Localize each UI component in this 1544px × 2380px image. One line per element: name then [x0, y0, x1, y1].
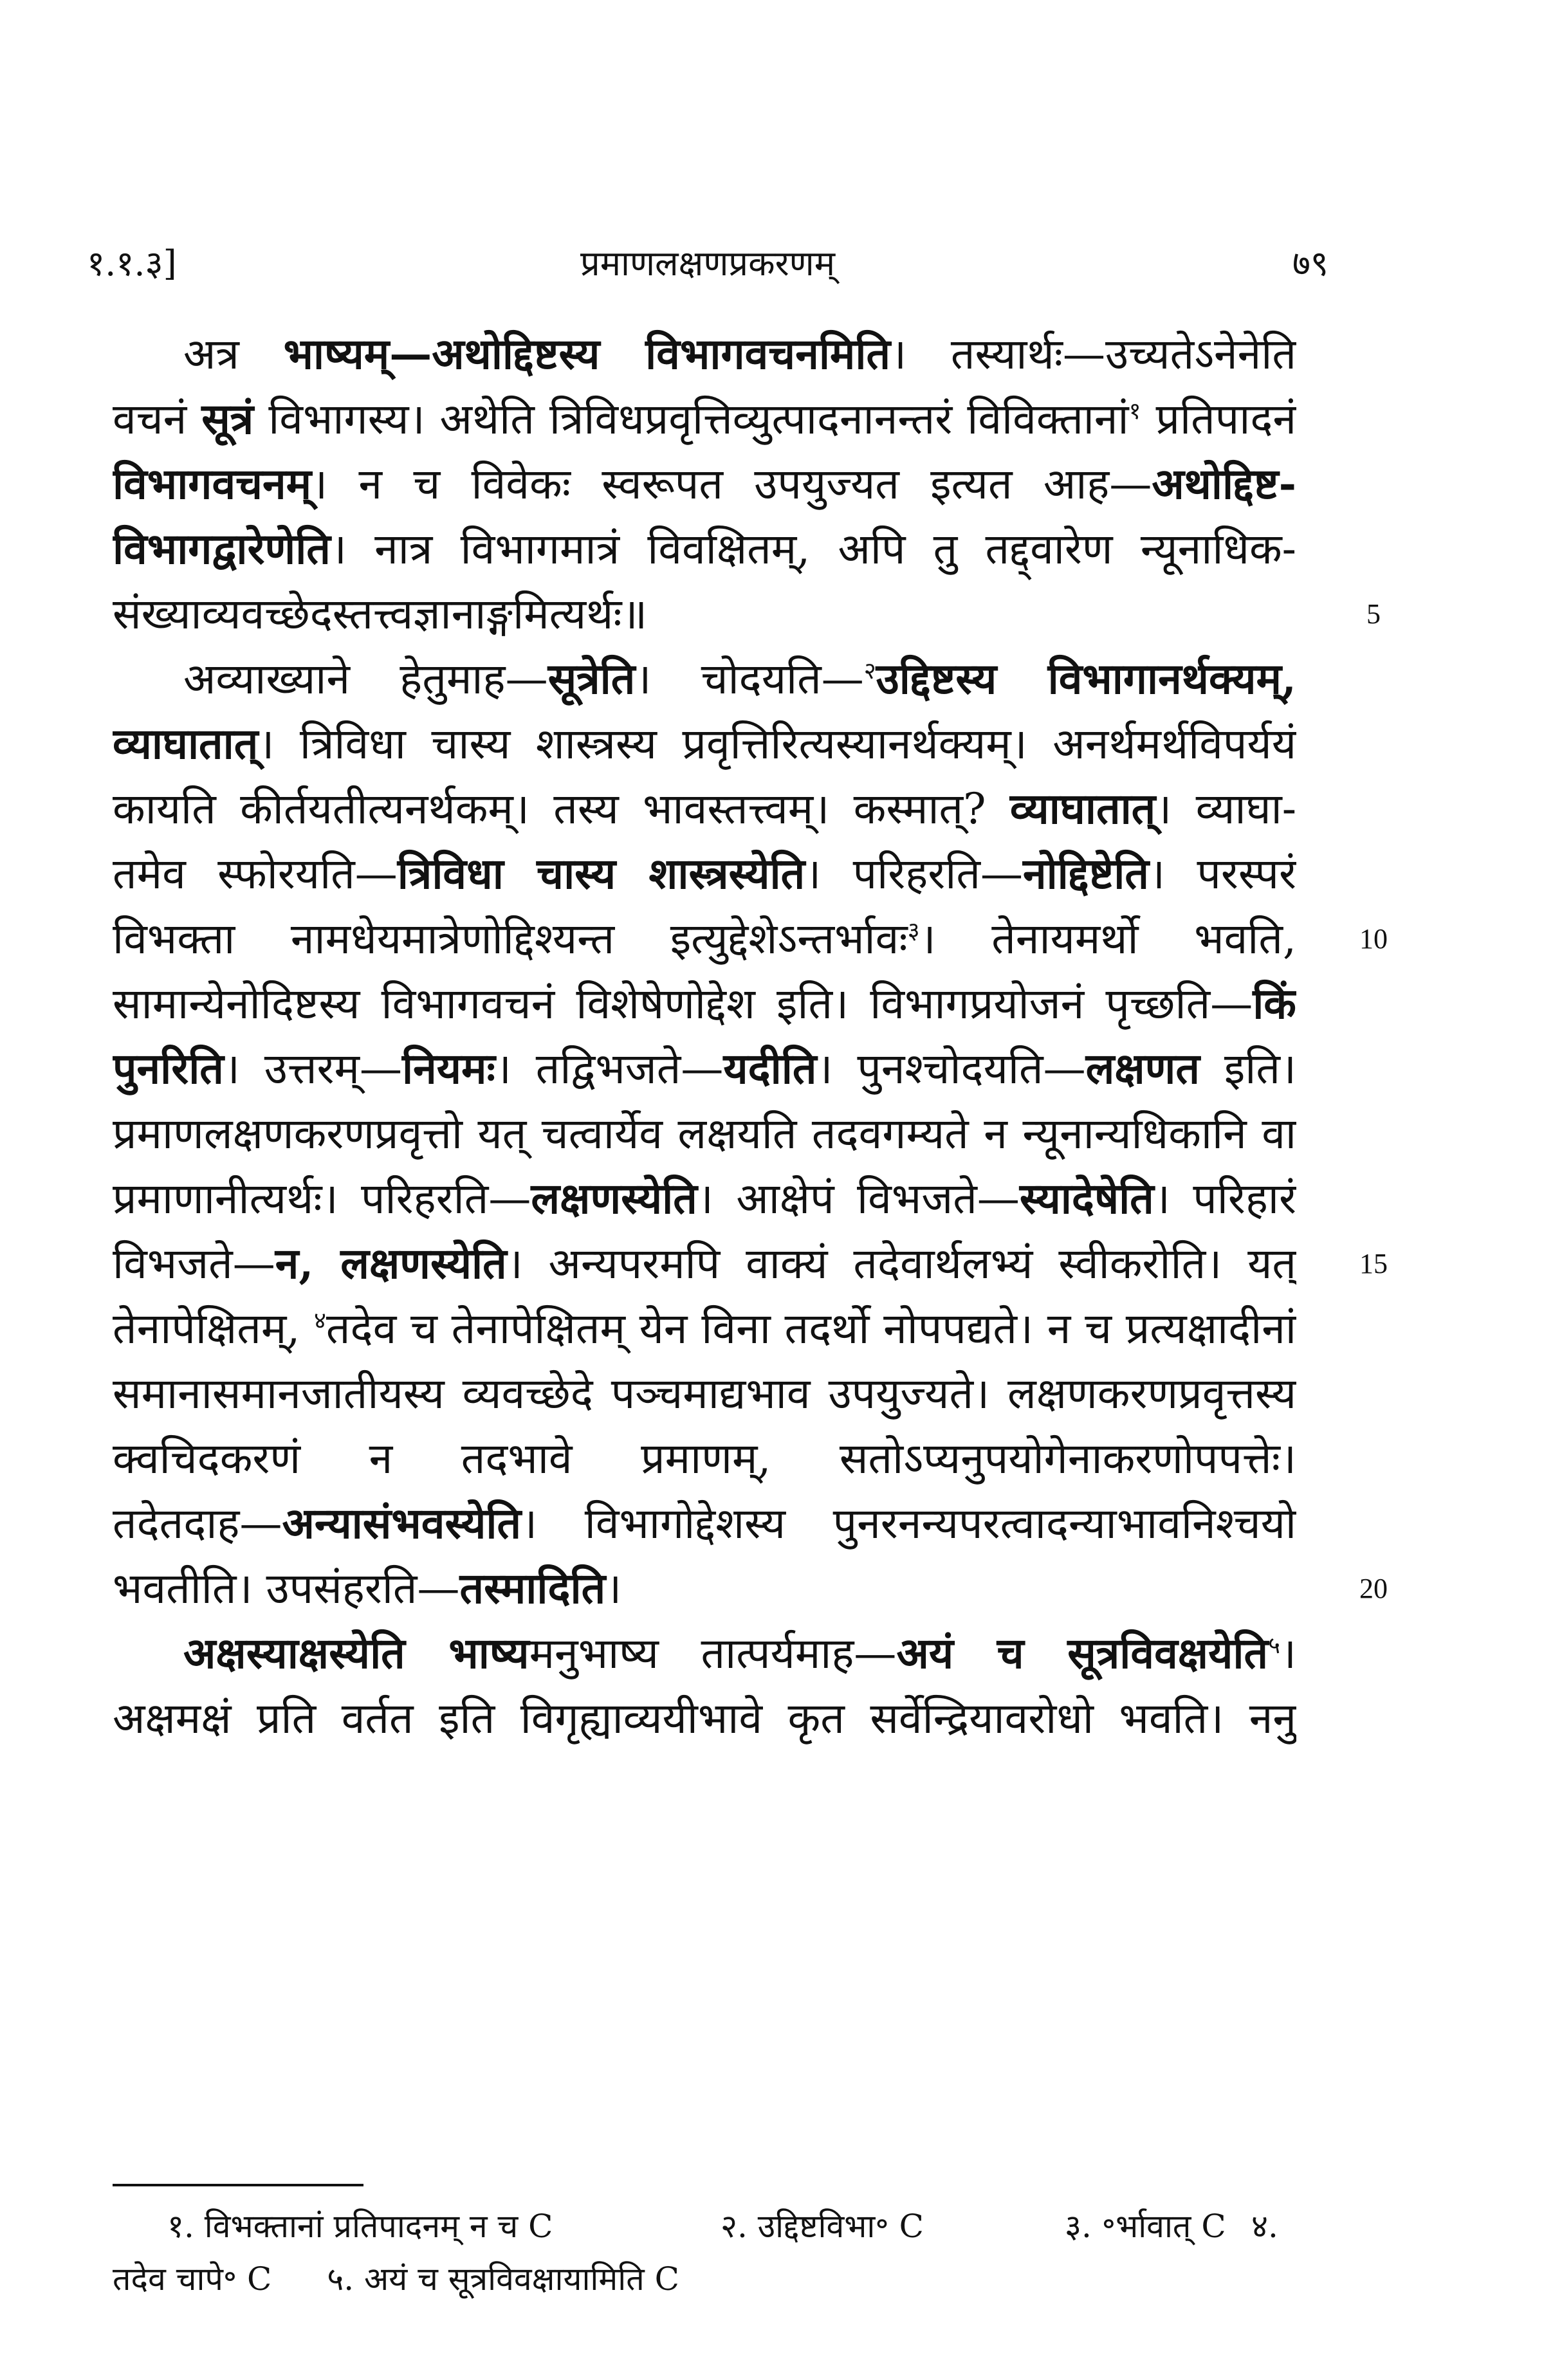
text-segment: । उत्तरम्— [223, 1044, 403, 1094]
text-segment: सामान्येनोदिष्टस्य विभागवचनं विशेषेणोद्देश इति। विभागप्रयोजनं पृच्छति— [113, 979, 1253, 1029]
text-segment: तेनापेक्षितम्, [113, 1304, 315, 1353]
text-line [113, 1361, 1296, 1426]
text-segment: । चोदयति— [635, 654, 864, 704]
text-segment: । अन्यपरमपि वाक्यं तदेवार्थलभ्यं स्वीकरोति। यत् [506, 1239, 1296, 1288]
text-segment: । परिहारं [1153, 1174, 1296, 1223]
bold-lemma: नोद्दिष्टेति [1022, 848, 1149, 899]
text-segment: तमेव स्फोरयति— [113, 849, 398, 899]
bold-lemma: विभागवचनम् [113, 459, 312, 509]
text-line [113, 971, 1296, 1036]
bold-lemma: अन्यासंभवस्येति [282, 1498, 522, 1548]
text-line [113, 322, 1296, 387]
bold-lemma: अथोद्दिष्ट- [1152, 459, 1296, 509]
footnote-row [113, 2200, 1296, 2253]
text-segment: भवतीति। उपसंहरति— [113, 1564, 460, 1613]
text-line [113, 1036, 1296, 1101]
footnote-1: १. विभक्तानां प्रतिपादनम् न च C [167, 2208, 553, 2245]
text-line [113, 517, 1296, 581]
bold-lemma: न, लक्षणस्येति [275, 1238, 507, 1288]
bold-lemma: व्याघातात् [1009, 783, 1156, 834]
footnote-row [113, 2253, 1296, 2305]
text-line [113, 1231, 1296, 1296]
bold-lemma: लक्षणस्येति [531, 1173, 697, 1223]
line-number: 10 [1359, 923, 1388, 955]
text-segment: । न च विवेकः स्वरूपत उपयुज्यत इत्यत आह— [311, 459, 1152, 509]
text-segment: प्रमाणानीत्यर्थः। परिहरति— [113, 1174, 531, 1223]
bold-lemma: तस्मादिति [459, 1563, 606, 1613]
text-line [113, 452, 1296, 517]
text-line [113, 1101, 1296, 1166]
text-segment: संख्याव्यवच्छेदस्तत्त्वज्ञानाङ्गमित्यर्थः॥ [113, 589, 648, 639]
bold-lemma: व्याघातात् [113, 719, 259, 769]
footnote-marker: ५ [1268, 1631, 1280, 1659]
text-segment: कायति कीर्तयतीत्यनर्थकम्। तस्य भावस्तत्त्वम्। कस्मात्? [113, 784, 1010, 834]
bold-lemma: सूत्रेति [547, 654, 636, 704]
text-segment: इति। [1200, 1044, 1296, 1094]
bold-lemma: त्रिविधा चास्य शास्त्रस्येति [397, 848, 805, 899]
footnote-marker: १ [1128, 397, 1141, 425]
text-segment: । नात्र विभागमात्रं विवक्षितम्, अपि तु तद्द्वारेण न्यूनाधिक- [330, 524, 1296, 574]
text-segment: । परिहरति— [805, 849, 1023, 899]
bold-lemma: नियमः [402, 1043, 495, 1094]
footnote-5: ५. अयं च सूत्रविवक्षायामिति C [327, 2260, 679, 2298]
footnote-3: ३. ॰र्भावात् C [1065, 2208, 1226, 2245]
text-segment: तदेतदाह— [113, 1499, 282, 1548]
bold-lemma: अक्षस्याक्षस्येति भाष्य [183, 1628, 529, 1678]
text-segment: विभजते— [113, 1239, 275, 1288]
text-segment: । त्रिविधा चास्य शास्त्रस्य प्रवृत्तिरित्यस्यानर्थक्यम्। अनर्थमर्थविपर्ययं [258, 719, 1296, 769]
text-line [113, 1426, 1296, 1491]
line-number: 20 [1359, 1573, 1388, 1604]
bold-lemma: अयं च सूत्रविवक्षयेति [896, 1628, 1269, 1678]
bold-lemma: यदीति [723, 1043, 817, 1094]
text-line [113, 906, 1296, 971]
text-segment: । तस्यार्थः—उच्यतेऽनेनेति [890, 329, 1296, 379]
text-segment: वचनं [113, 394, 202, 444]
bold-lemma: भाष्यम्—अथोद्दिष्टस्य विभागवचनमिति [283, 329, 891, 379]
text-segment: प्रतिपादनं [1141, 394, 1296, 444]
bold-lemma: विभागद्वारेणेति [113, 524, 331, 574]
running-header [87, 235, 1328, 293]
bold-lemma: उद्दिष्टस्य विभागानर्थक्यम्, [876, 654, 1296, 704]
text-line [113, 1621, 1296, 1686]
footnote-marker: ४ [314, 1306, 326, 1334]
footnote-4-text: तदेव चापे॰ C [113, 2260, 272, 2298]
text-segment: । तद्विभजते— [495, 1044, 724, 1094]
text-line [113, 1686, 1296, 1751]
text-segment: अत्र [183, 329, 284, 379]
text-line [113, 841, 1296, 906]
bold-lemma: पुनरिति [113, 1043, 224, 1094]
text-line [113, 581, 1296, 646]
bold-lemma: किं [1253, 978, 1296, 1029]
text-line [113, 387, 1296, 452]
text-segment: विभक्ता नामधेयमात्रेणोद्दिश्यन्त इत्युद्देशेऽन्तर्भावः [113, 914, 908, 964]
text-segment: मनुभाष्य तात्पर्यमाह— [529, 1629, 897, 1678]
text-segment: । आक्षेपं विभजते— [697, 1174, 1020, 1223]
bold-lemma: सूत्रं [201, 394, 254, 444]
chapter-title: प्रमाणलक्षणप्रकरणम् [580, 243, 836, 284]
text-segment: अक्षमक्षं प्रति वर्तत इति विगृह्याव्ययीभावे कृत सर्वेन्द्रियावरोधो भवति। ननु [113, 1694, 1296, 1743]
text-segment: । [605, 1564, 622, 1613]
text-line [113, 1491, 1296, 1556]
footnote-rule [113, 2184, 363, 2186]
line-number: 15 [1359, 1248, 1388, 1279]
text-line [113, 1166, 1296, 1231]
footnote-4-number: ४. [1251, 2208, 1278, 2245]
text-segment: । [1280, 1629, 1296, 1678]
text-line [113, 1296, 1296, 1361]
footnotes [113, 2200, 1296, 2305]
text-segment: समानासमानजातीयस्य व्यवच्छेदे पञ्चमाद्यभाव उपयुज्यते। लक्षणकरणप्रवृत्तस्य [113, 1369, 1296, 1418]
footnote-marker: ३ [907, 917, 920, 944]
footnote-2: २. उद्दिष्टविभा॰ C [721, 2208, 924, 2245]
text-line [113, 1556, 1296, 1621]
footnote-marker: २ [863, 657, 876, 684]
text-line [113, 711, 1296, 776]
text-segment: । पुनश्चोदयति— [816, 1044, 1086, 1094]
text-segment: । विभागोद्देशस्य पुनरनन्यपरत्वादन्याभावनिश्चयो [521, 1499, 1296, 1548]
text-segment: प्रमाणलक्षणकरणप्रवृत्तो यत् चत्वार्येव लक्षयति तदवगम्यते न न्यूनान्यधिकानि वा [113, 1109, 1296, 1158]
commentary-text [113, 322, 1296, 1751]
text-segment: विभागस्य। अथेति त्रिविधप्रवृत्तिव्युत्पादनानन्तरं विविक्तानां [253, 394, 1129, 444]
text-segment: । व्याघा- [1155, 784, 1296, 834]
text-line [113, 776, 1296, 841]
page-number: ७९ [1292, 243, 1328, 284]
bold-lemma: लक्षणत [1085, 1043, 1200, 1094]
text-segment: । तेनायमर्थो भवति, [919, 914, 1296, 964]
text-line [113, 646, 1296, 711]
text-segment: अव्याख्याने हेतुमाह— [183, 654, 548, 704]
line-number: 5 [1366, 598, 1381, 630]
bold-lemma: स्यादेषेति [1019, 1173, 1154, 1223]
text-segment: । परस्परं [1148, 849, 1296, 899]
section-reference: १.१.३] [87, 243, 177, 284]
text-segment: तदेव च तेनापेक्षितम् येन विना तदर्थो नोपपद्यते। न च प्रत्यक्षादीनां [326, 1304, 1296, 1353]
text-segment: क्वचिदकरणं न तदभावे प्रमाणम्, सतोऽप्यनुपयोगेनाकरणोपपत्तेः। [113, 1434, 1296, 1483]
